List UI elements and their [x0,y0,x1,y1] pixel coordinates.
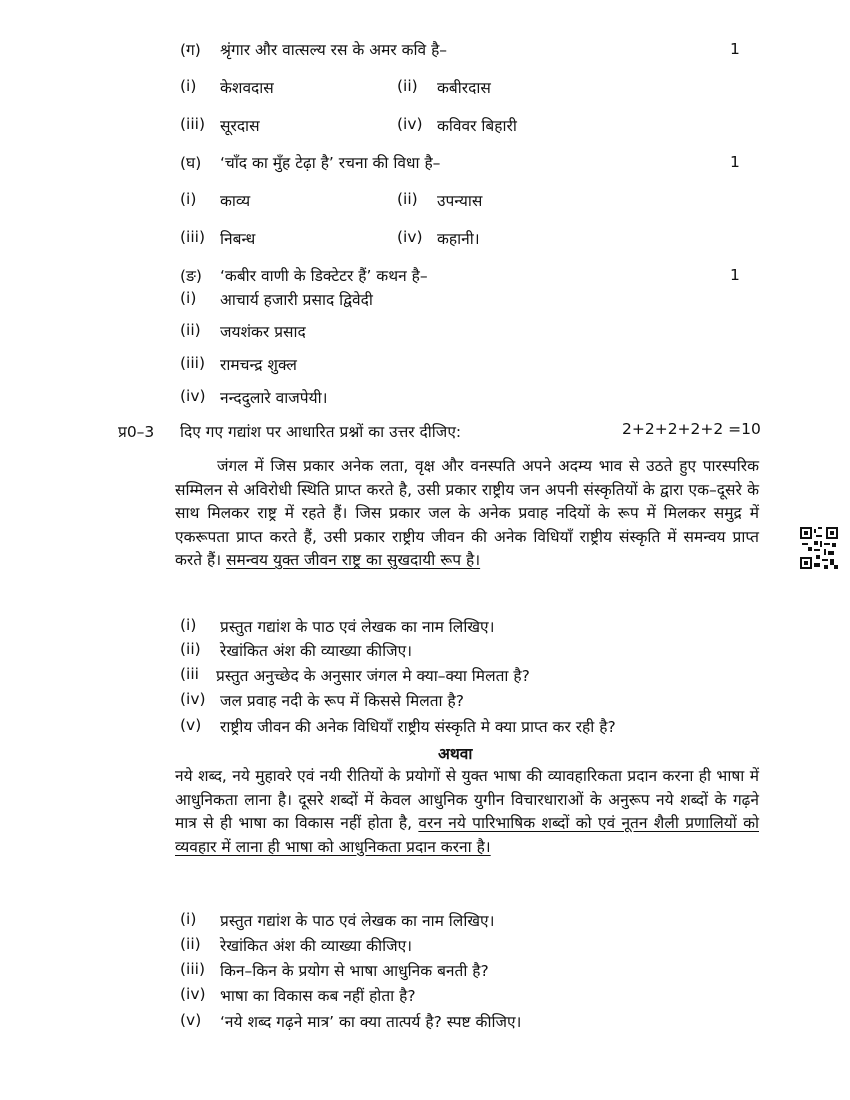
question-label: (घ) [180,154,202,172]
question-text: रेखांकित अंश की व्याख्या कीजिए। [220,642,413,660]
question-text: ‘कबीर वाणी के डिक्टेटर हैं’ कथन है– [220,267,428,285]
option-number: (iii) [180,115,206,133]
option-number: (i) [180,190,197,208]
question-text: ‘नये शब्द गढ़ने मात्र’ का क्या तात्पर्य है? स्पष्ट कीजिए। [220,1013,522,1031]
question-number: (i) [180,910,197,928]
question-text: जल प्रवाह नदी के रूप में किससे मिलता है? [220,692,464,710]
question-marks: 1 [730,40,740,58]
question-number: प्र0–3 [118,423,155,441]
option-number: (ii) [397,190,418,208]
option-text: रामचन्द्र शुक्ल [220,356,297,374]
option-number: (i) [180,289,197,307]
question-number: (ii) [180,935,201,953]
passage-1-underlined: समन्वय युक्त जीवन राष्ट्र का सुखदायी रूप है। [226,551,481,569]
question-number: (iii [180,665,199,683]
question-text: श्रृंगार और वात्सल्य रस के अमर कवि है– [220,41,448,59]
option-number: (iv) [180,387,206,405]
option-text: कबीरदास [437,79,491,97]
option-text: उपन्यास [437,192,483,210]
option-text: निबन्ध [220,230,256,248]
option-number: (iv) [397,115,423,133]
option-text: केशवदास [220,79,274,97]
question-number: (iv) [180,690,206,708]
passage-1 [175,455,759,573]
question-number: (v) [180,716,202,734]
or-separator: अथवा [438,745,473,763]
question-marks: 1 [730,266,740,284]
question-text: ‘चाँद का मुँह टेढ़ा है’ रचना की विधा है– [220,154,441,172]
qr-code-icon [800,527,838,569]
question-number: (iii) [180,960,206,978]
question-number: (i) [180,616,197,634]
question-text: प्रस्तुत गद्यांश के पाठ एवं लेखक का नाम लिखिए। [220,618,495,636]
question-text: किन–किन के प्रयोग से भाषा आधुनिक बनती है? [220,962,489,980]
option-text: जयशंकर प्रसाद [220,323,306,341]
option-text: काव्य [220,192,251,210]
option-number: (ii) [180,321,201,339]
question-text: भाषा का विकास कब नहीं होता है? [220,987,416,1005]
question-label: (ग) [180,41,201,59]
question-number: (ii) [180,640,201,658]
passage-2 [175,765,759,859]
passage-1-text: जंगल में जिस प्रकार अनेक लता, वृक्ष और वनस्पति अपने अदम्य भाव से उठते हुए पारस्परिक सम्मिलन से अविरोधी स्थिति प्राप्त करते है, उसी प्रकार राष्ट्रीय जन अपनी संस्कृतियों के द्वारा एक–दूसरे के साथ मिलकर राष्ट्र में रहते हैं। जिस प्रकार जल के अनेक प्रवाह नदियों के रूप में मिलकर समुद्र में एकरूपता प्राप्त करते हैं, उसी प्रकार राष्ट्रीय जीवन की अनेक विधियाँ राष्ट्रीय संस्कृति में समन्वय प्राप्त करते हैं। [175,457,759,569]
option-text: कविवर बिहारी [437,117,517,135]
question-number: (v) [180,1011,202,1029]
question-text: प्रस्तुत अनुच्छेद के अनुसार जंगल मे क्या–क्या मिलता है? [216,667,530,685]
passage-2-underlined: वरन नये पारिभाषिक शब्दों को एवं नूतन शैली प्रणालियों को व्यवहार में लाना ही भाषा को आधुनिकता प्रदान करना है। [175,814,759,856]
question-marks: 2+2+2+2+2 =10 [622,420,761,438]
option-text: नन्ददुलारे वाजपेयी। [220,389,328,407]
question-number: (iv) [180,985,206,1003]
option-text: सूरदास [220,117,260,135]
question-heading: दिए गए गद्यांश पर आधारित प्रश्नों का उत्तर दीजिए: [180,423,462,441]
option-number: (iv) [397,228,423,246]
option-text: आचार्य हजारी प्रसाद द्विवेदी [220,291,373,309]
question-marks: 1 [730,153,740,171]
question-text: रेखांकित अंश की व्याख्या कीजिए। [220,937,413,955]
passage-2-text: नये शब्द, नये मुहावरे एवं नयी रीतियों के प्रयोगों से युक्त भाषा की व्यावहारिकता प्रदान करना ही भाषा में आधुनिकता लाना है। दूसरे शब्दों में केवल आधुनिक युगीन विचारधाराओं के अनुरूप नये शब्दों के गढ़ने मात्र से ही भाषा का विकास नहीं होता है, [175,767,759,832]
question-text: राष्ट्रीय जीवन की अनेक विधियाँ राष्ट्रीय संस्कृति मे क्या प्राप्त कर रही है? [220,718,616,736]
option-number: (iii) [180,228,206,246]
option-number: (i) [180,77,197,95]
question-label: (ङ) [180,267,202,285]
question-text: प्रस्तुत गद्यांश के पाठ एवं लेखक का नाम लिखिए। [220,912,495,930]
option-number: (ii) [397,77,418,95]
option-text: कहानी। [437,230,480,248]
option-number: (iii) [180,354,206,372]
